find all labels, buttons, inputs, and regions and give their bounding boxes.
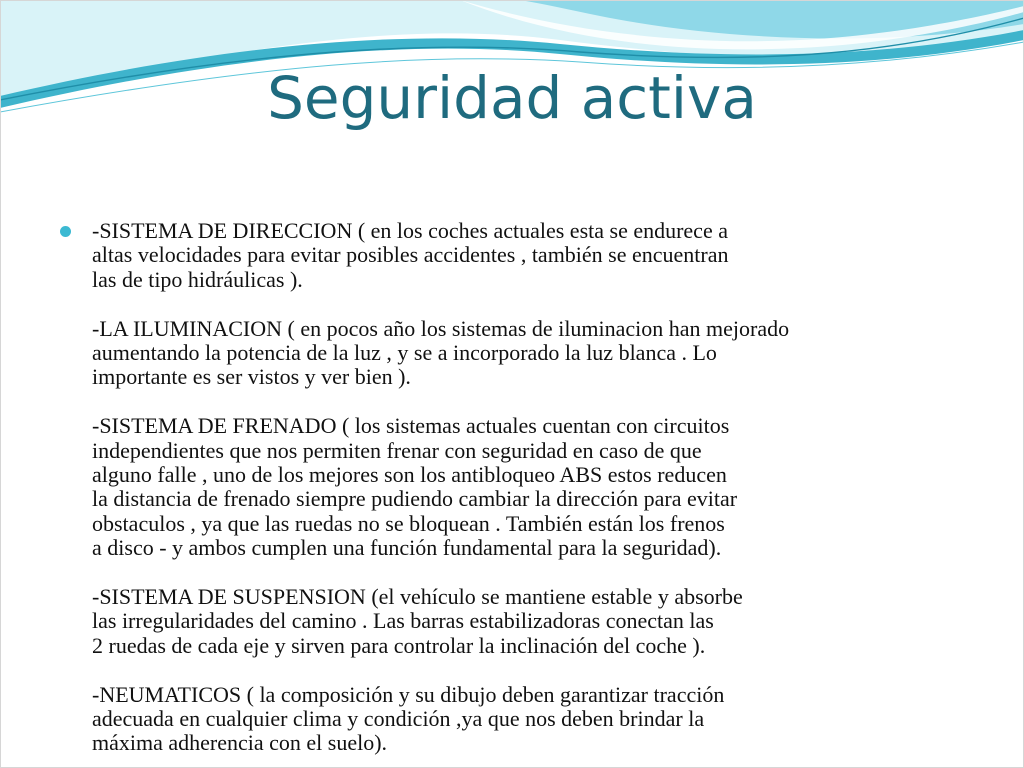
- text-line: alguno falle , uno de los mejores son los antibloqueo ABS estos reducen: [92, 462, 727, 488]
- bullet-icon: [60, 226, 71, 237]
- text-line: independientes que nos permiten frenar con seguridad en caso de que: [92, 437, 702, 463]
- paragraph-suspension: [92, 585, 992, 658]
- paragraph-iluminacion: [92, 317, 992, 390]
- text-line: importante es ser vistos y ver bien ).: [92, 364, 411, 390]
- paragraph-frenado: [92, 414, 992, 560]
- text-line: altas velocidades para evitar posibles accidentes , también se encuentran: [92, 242, 729, 268]
- slide-body: [92, 219, 992, 756]
- text-line: 2 ruedas de cada eje y sirven para controlar la inclinación del coche ).: [92, 632, 706, 658]
- text-line: máxima adherencia con el suelo).: [92, 730, 388, 756]
- text-line: -SISTEMA DE FRENADO ( los sistemas actuales cuentan con circuitos: [92, 413, 730, 439]
- text-line: -NEUMATICOS ( la composición y su dibujo deben garantizar tracción: [92, 681, 725, 707]
- text-line: -LA ILUMINACION ( en pocos año los sistemas de iluminacion han mejorado: [92, 315, 790, 341]
- text-line: -SISTEMA DE DIRECCION ( en los coches actuales esta se endurece a: [92, 218, 728, 243]
- paragraph-direccion: [92, 219, 992, 292]
- text-line: las de tipo hidráulicas ).: [92, 266, 303, 292]
- text-line: a disco - y ambos cumplen una función fundamental para la seguridad).: [92, 535, 722, 561]
- text-line: aumentando la potencia de la luz , y se a incorporado la luz blanca . Lo: [92, 340, 717, 366]
- text-line: la distancia de frenado siempre pudiendo cambiar la dirección para evitar: [92, 486, 738, 512]
- text-line: las irregularidades del camino . Las barras estabilizadoras conectan las: [92, 608, 714, 634]
- paragraph-neumaticos: [92, 683, 992, 756]
- text-line: obstaculos , ya que las ruedas no se bloquean . También están los frenos: [92, 510, 725, 536]
- slide-title: Seguridad activa: [267, 64, 757, 132]
- text-line: -SISTEMA DE SUSPENSION (el vehículo se mantiene estable y absorbe: [92, 584, 743, 610]
- text-line: adecuada en cualquier clima y condición ,ya que nos deben brindar la: [92, 706, 705, 732]
